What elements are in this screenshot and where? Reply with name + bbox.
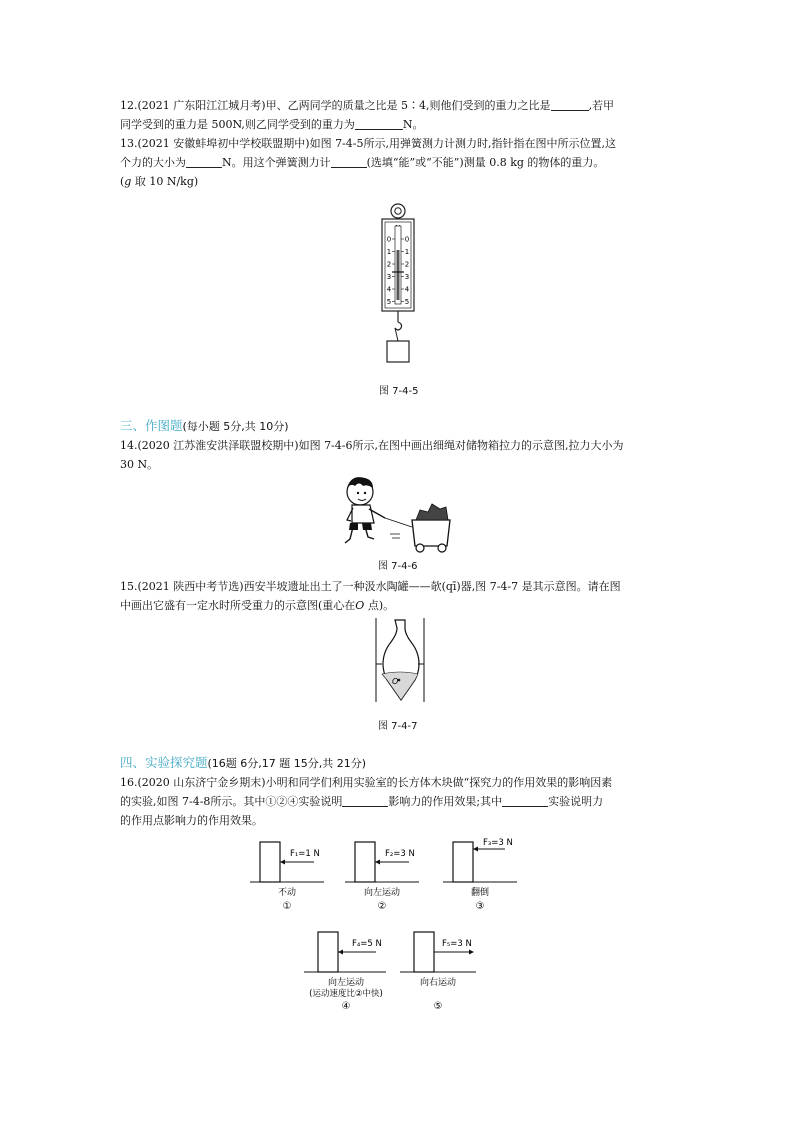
- q16-blank-1: [342, 795, 388, 807]
- q12-text: 12.(2021 广东阳江江城月考)甲、乙两同学的质量之比是 5∶4,则他们受到的重力之比是: [120, 99, 551, 112]
- panel-2-index: ②: [377, 901, 387, 912]
- q12-blank-2: [355, 118, 403, 130]
- panel-1-index: ①: [282, 901, 292, 912]
- panel-5-arrowhead: [469, 950, 474, 955]
- q13-line-2: [120, 155, 604, 171]
- scale-tick-label-left: 5: [386, 298, 392, 306]
- boy-cart-figure: [336, 474, 456, 554]
- boy-eye-2: [364, 492, 366, 494]
- q15-text-b-end: 点)。: [364, 599, 395, 612]
- panel-4-force-label: F₄=5 N: [352, 939, 382, 949]
- pot-figure: [370, 616, 430, 704]
- q12-line-1: [120, 98, 614, 114]
- q12-line-2: [120, 117, 424, 133]
- q12-text-d: N。: [402, 118, 424, 131]
- panel-2-force-label: F₂=3 N: [385, 849, 415, 859]
- q15-text-a: 15.(2021 陕西中考节选)西安半坡遗址出土了一种汲水陶罐——欹(qī)器,图 7-4-7 是其示意图。请在图: [120, 580, 621, 593]
- q13-text-d: (选填“能”或“不能”)测量 0.8 kg 的物体的重力。: [366, 156, 605, 169]
- q16-text-d: 实验说明力: [548, 795, 604, 808]
- q12-blank-1: [551, 99, 589, 111]
- panel-4: [296, 926, 396, 1014]
- section-3-heading: [120, 418, 289, 435]
- panel-3: [443, 836, 527, 914]
- panel-5-result: 向右运动: [419, 978, 457, 988]
- q16-text-c: 影响力的作用效果;其中: [388, 795, 503, 808]
- panel-4-block: [318, 932, 338, 972]
- spring-scale-figure: [370, 200, 430, 368]
- panel-1-force-label: F₁=1 N: [290, 849, 320, 859]
- scale-tick-label-left: 4: [386, 285, 392, 294]
- q13-g-symbol: g: [124, 175, 132, 188]
- panel-2-block: [355, 842, 375, 882]
- q13-text-e: 取 10 N/kg): [131, 175, 199, 188]
- panel-4-result: 向左运动: [327, 978, 365, 988]
- scale-tick-label-right: 5: [404, 298, 410, 306]
- panel-3-force-label: F₃=3 N: [483, 838, 513, 848]
- q15-line-1: [120, 579, 621, 595]
- boy-shirt: [352, 505, 374, 523]
- panel-3-result: 翻倒: [470, 888, 490, 898]
- section-3-title: 三、作图题: [120, 418, 183, 433]
- q16-line-2: [120, 794, 603, 810]
- panel-3-block: [453, 842, 473, 882]
- panel-4-index: ④: [341, 1001, 351, 1012]
- cart-wheel-right: [438, 544, 446, 552]
- q15-text-b: 中画出它盛有一定水时所受重力的示意图(重心在: [120, 599, 356, 612]
- scale-tick-label-right: 3: [404, 273, 410, 281]
- panel-5: [400, 926, 484, 1014]
- panel-3-arrowhead: [473, 847, 478, 852]
- q16-line-1: [120, 775, 612, 791]
- panel-2: [345, 836, 429, 914]
- scale-tick-label-right: 0: [404, 235, 410, 244]
- q16-blank-2: [502, 795, 548, 807]
- panel-5-block: [414, 932, 434, 972]
- q13-line-3: [120, 174, 198, 190]
- q14-line-1: [120, 438, 623, 454]
- weight-block: [387, 341, 409, 362]
- scale-tick-label-left: 3: [386, 273, 392, 281]
- scale-top-ring: [391, 204, 405, 218]
- q16-text-b: 的实验,如图 7-4-8所示。其中①②④实验说明: [120, 795, 343, 808]
- scale-tick-label-right: 4: [404, 285, 410, 294]
- cart-load: [416, 504, 448, 520]
- panel-5-force-label: F₅=3 N: [442, 939, 472, 949]
- cart-body: [412, 520, 450, 546]
- section-3-note: (每小题 5分,共 10分): [182, 420, 289, 433]
- panel-1-result: 不动: [277, 888, 297, 898]
- scale-tick-label-left: 0: [386, 235, 392, 244]
- q12-text-c: 同学受到的重力是 500N,则乙同学受到的重力为: [120, 118, 355, 131]
- panel-2-arrowhead: [375, 860, 380, 865]
- scale-tick-label-left: 2: [386, 260, 392, 269]
- q16-text-e: 的作用点影响力的作用效果。: [120, 814, 263, 827]
- q15-o-symbol: O: [355, 599, 365, 612]
- panel-3-index: ③: [475, 901, 485, 912]
- cart-wheel-left: [416, 544, 424, 552]
- q13-text-c: N。用这个弹簧测力计: [222, 156, 331, 169]
- q16-line-3: [120, 813, 263, 829]
- section-4-heading: [120, 755, 366, 772]
- scale-tick-label-right: 1: [404, 248, 410, 256]
- point-o-label: O: [392, 677, 399, 686]
- q13-blank-1: [186, 156, 222, 168]
- q14-text-a: 14.(2020 江苏淮安洪泽联盟校期中)如图 7-4-6所示,在图中画出细绳对储物箱拉力的示意图,拉力大小为: [120, 439, 624, 452]
- q12-text-b: ,若甲: [588, 99, 615, 112]
- q13-text-a: 13.(2021 安徽蚌埠初中学校联盟期中)如图 7-4-5所示,用弹簧测力计测力时,指针指在图中所示位置,这: [120, 137, 616, 150]
- motion-lines: [390, 534, 400, 538]
- scale-top-ring-inner: [395, 208, 401, 214]
- panel-4-arrowhead: [338, 950, 343, 955]
- panel-4-subnote: (运动速度比②中快): [309, 989, 383, 999]
- scale-tick-label-right: 2: [404, 260, 410, 269]
- scale-tick-label-left: 1: [386, 248, 392, 256]
- q16-text-a: 16.(2020 山东济宁金乡期末)小明和同学们利用实验室的长方体木块做“探究力的作用效果的影响因素: [120, 776, 613, 789]
- scale-spring: [397, 250, 400, 300]
- q15-line-2: [120, 598, 394, 614]
- q14-line-2: [120, 457, 158, 473]
- boy-eye: [357, 492, 359, 494]
- q14-text-b: 30 N。: [120, 458, 159, 471]
- q13-text-b: 个力的大小为: [120, 156, 186, 169]
- boy-shorts: [349, 523, 372, 530]
- panel-1-arrowhead: [280, 860, 285, 865]
- panel-1-block: [260, 842, 280, 882]
- section-4-note: (16题 6分,17 题 15分,共 21分): [207, 757, 367, 770]
- q13-line-1: [120, 136, 616, 152]
- scale-hook: [395, 322, 402, 330]
- fig-7-4-6-caption: 图 7-4-6: [378, 561, 418, 572]
- q13-blank-2: [331, 156, 367, 168]
- pot-water: [382, 672, 418, 700]
- panel-5-index: ⑤: [433, 1001, 443, 1012]
- panel-1: [250, 836, 334, 914]
- rope: [385, 518, 412, 527]
- fig-7-4-5-caption: 图 7-4-5: [379, 386, 419, 397]
- section-4-title: 四、实验探究题: [120, 755, 208, 770]
- fig-7-4-7-caption: 图 7-4-7: [378, 721, 418, 732]
- panel-2-result: 向左运动: [363, 888, 401, 898]
- q13-text-e-open: (: [120, 175, 125, 188]
